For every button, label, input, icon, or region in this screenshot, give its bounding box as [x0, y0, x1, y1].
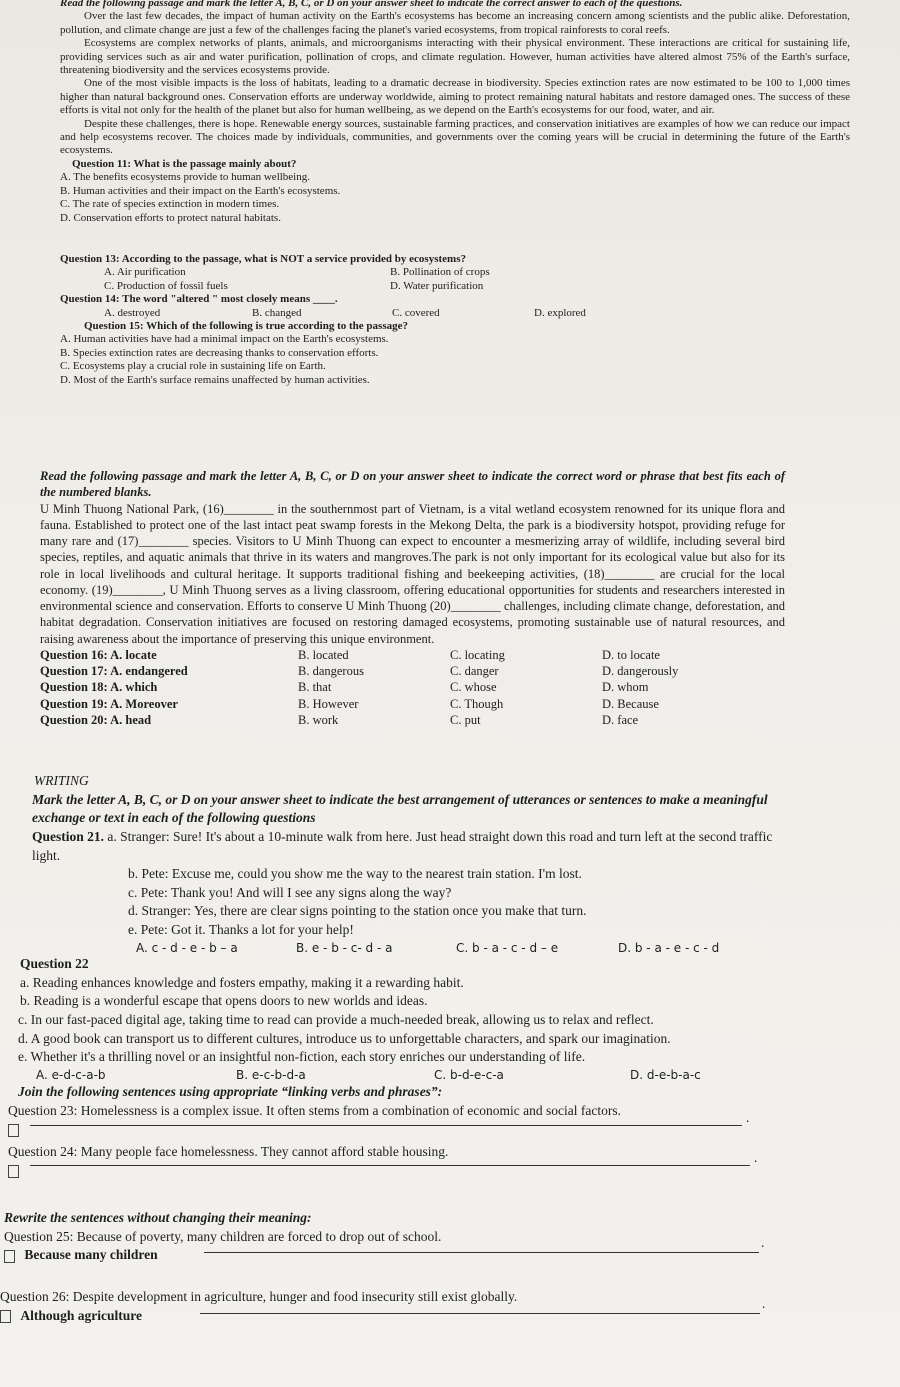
question-25-period: . — [761, 1235, 765, 1251]
question-14-option[interactable]: C. covered — [392, 306, 440, 319]
question-21-line: a. Stranger: Sure! It's about a 10-minute walk from here. Just head straight down this road and turn left at the second traffic light. — [32, 828, 773, 863]
question-21-option[interactable]: B. e - b - c- d - a — [296, 940, 393, 955]
cloze-option[interactable]: B. work — [298, 712, 339, 727]
question-21-line: c. Pete: Thank you! And will I see any signs along the way? — [128, 884, 452, 900]
question-22-line: d. A good book can transport us to different cultures, introduce us to unforgettable characters, and spark our imagination. — [18, 1030, 671, 1046]
join-title: Join the following sentences using appropriate “linking verbs and phrases”: — [18, 1084, 443, 1100]
writing-section-2 — [0, 955, 880, 1329]
cloze-option[interactable]: B. located — [298, 647, 349, 662]
question-15-option[interactable]: A. Human activities have had a minimal impact on the Earth's ecosystems. — [60, 333, 389, 346]
question-15-option[interactable]: C. Ecosystems play a crucial role in sustaining life on Earth. — [60, 360, 326, 373]
question-21-line: d. Stranger: Yes, there are clear signs pointing to the station once you make that turn. — [128, 903, 587, 919]
cloze-option[interactable]: C. Though — [450, 696, 504, 711]
question-24-period: . — [754, 1150, 758, 1166]
passage1-paragraph: Over the last few decades, the impact of human activity on the Earth's ecosystems has become an increasing concern among scientists and the public alike. Deforestation, pollution, and climate change are just a few of the challenges facing the planet's varied ecosystems, from tropical rainforests to coral reefs. — [60, 10, 850, 36]
question-22-line: c. In our fast-paced digital age, taking time to read can provide a much-needed break, allowing us to relax and reflect. — [18, 1011, 654, 1027]
question-14-option[interactable]: B. changed — [252, 306, 302, 319]
question-22-line: a. Reading enhances knowledge and fosters empathy, making it a rewarding habit. — [20, 974, 464, 990]
reading-section-1 — [60, 0, 850, 387]
cloze-instruction: Read the following passage and mark the letter A, B, C, or D on your answer sheet to indicate the correct word or phrase that best fits each of the numbered blanks. — [40, 469, 785, 500]
writing-section — [32, 772, 802, 956]
question-11-option[interactable]: B. Human activities and their impact on the Earth's ecosystems. — [60, 184, 341, 197]
question-24-answer-line[interactable] — [30, 1153, 750, 1166]
question-25-start: Because many children — [24, 1247, 158, 1263]
question-24: Question 24: Many people face homelessness. They cannot afford stable housing. — [8, 1143, 449, 1159]
question-13-option[interactable]: D. Water purification — [390, 279, 484, 292]
passage1-paragraph: Despite these challenges, there is hope. Renewable energy sources, sustainable farming practices, and conservation initiatives are examples of how we can reduce our impact and help ecosystems recover. The choices made by individuals, communities, and governments over the coming years will be crucial in determining the future of the Earth's ecosystems. — [60, 117, 850, 157]
question-26: Question 26: Despite development in agriculture, hunger and food insecurity still exist globally. — [0, 1289, 518, 1305]
question-15-stem: Question 15: Which of the following is true according to the passage? — [84, 319, 408, 332]
question-26-period: . — [762, 1296, 766, 1312]
question-11-stem: Question 11: What is the passage mainly about? — [72, 157, 297, 170]
checkbox-icon — [4, 1250, 15, 1263]
question-13-option[interactable]: B. Pollination of crops — [390, 266, 490, 279]
writing-instruction: Mark the letter A, B, C, or D on your answer sheet to indicate the best arrangement of utterances or sentences to make a meaningful exchange or text in each of the following questions — [32, 791, 768, 826]
cloze-option[interactable]: C. put — [450, 712, 481, 727]
question-21-line: e. Pete: Got it. Thanks a lot for your help! — [128, 922, 354, 937]
question-22-stem: Question 22 — [20, 956, 89, 971]
question-11-option[interactable]: A. The benefits ecosystems provide to human wellbeing. — [60, 171, 310, 184]
cloze-question-label[interactable]: Question 17: A. endangered — [40, 664, 188, 678]
question-23: Question 23: Homelessness is a complex issue. It often stems from a combination of economic and social factors. — [8, 1102, 621, 1118]
question-25-answer-line[interactable] — [204, 1240, 759, 1253]
cloze-option[interactable]: D. to locate — [602, 647, 660, 662]
question-22-option[interactable]: B. e-c-b-d-a — [236, 1067, 306, 1082]
question-25: Question 25: Because of poverty, many children are forced to drop out of school. — [4, 1228, 442, 1244]
writing-title: WRITING — [34, 773, 89, 788]
cloze-passage: U Minh Thuong National Park, (16)________ in the southernmost part of Vietnam, is a vital wetland ecosystem renowned for its unique flora and fauna. Established to protect one of the last intact peat swamp forests in the Mekong Delta, the park is a biodiversity hotspot, providing refuge for many rare and (17)________ species. Visitors to U Minh Thuong can expect to encounter a mesmerizing array of wildlife, including several bird species, reptiles, and aquatic animals that thrive in its waters and mangroves.The park is not only important for its ecological value but also for its role in local livelihoods and cultural heritage. It supports traditional fishing and beekeeping activities, (18)________ are crucial for the local economy. (19)________, U Minh Thuong serves as a living classroom, offering educational opportunities for students and researchers interested in environmental science and conservation. Efforts to conserve U Minh Thuong (20)________ challenges, including climate change, deforestation, and habitat degradation. Conservation initiatives are focused on restoring damaged ecosystems, promoting sustainable use of natural resources, and raising awareness about the importance of preserving this unique environment. — [40, 501, 785, 646]
cloze-option[interactable]: C. danger — [450, 664, 499, 678]
question-23-period: . — [746, 1109, 750, 1125]
cloze-section — [40, 468, 785, 728]
cloze-option[interactable]: B. that — [298, 680, 332, 695]
question-14-option[interactable]: A. destroyed — [104, 306, 161, 319]
question-22-option[interactable]: C. b-d-e-c-a — [434, 1067, 504, 1082]
cloze-options-grid — [40, 647, 785, 728]
question-21-option[interactable]: A. c - d - e - b – a — [136, 940, 238, 955]
cloze-question-label[interactable]: Question 18: A. which — [40, 680, 158, 695]
question-21-stem — [32, 828, 802, 865]
cloze-option[interactable]: C. whose — [450, 680, 497, 695]
cloze-option[interactable]: C. locating — [450, 647, 505, 662]
question-22-option[interactable]: A. e-d-c-a-b — [36, 1067, 106, 1082]
question-23-answer-line[interactable] — [30, 1113, 742, 1126]
checkbox-icon — [8, 1124, 19, 1137]
question-26-start: Although agriculture — [20, 1308, 143, 1324]
rewrite-title: Rewrite the sentences without changing their meaning: — [4, 1210, 312, 1226]
question-11-option[interactable]: C. The rate of species extinction in modern times. — [60, 198, 280, 211]
question-15-option[interactable]: B. Species extinction rates are decreasing thanks to conservation efforts. — [60, 346, 379, 359]
header-instruction: Read the following passage and mark the letter A, B, C, or D on your answer sheet to indicate the correct answer to each of the questions. — [60, 0, 683, 9]
cloze-option[interactable]: D. face — [602, 712, 639, 727]
question-15-option[interactable]: D. Most of the Earth's surface remains unaffected by human activities. — [60, 373, 370, 386]
cloze-question-label[interactable]: Question 16: A. locate — [40, 647, 157, 662]
question-14-option[interactable]: D. explored — [534, 306, 586, 319]
question-22-line: b. Reading is a wonderful escape that opens doors to new worlds and ideas. — [20, 993, 428, 1009]
checkbox-icon — [8, 1165, 19, 1178]
cloze-option[interactable]: B. dangerous — [298, 664, 364, 678]
question-22-option[interactable]: D. d-e-b-a-c — [630, 1067, 701, 1082]
question-13-stem: Question 13: According to the passage, what is NOT a service provided by ecosystems? — [60, 252, 466, 265]
question-14-stem: Question 14: The word "altered " most closely means ____. — [60, 293, 338, 306]
question-21-line: b. Pete: Excuse me, could you show me the way to the nearest train station. I'm lost. — [128, 866, 582, 882]
question-22-line: e. Whether it's a thrilling novel or an insightful non-fiction, each story enriches our understanding of life. — [18, 1049, 586, 1065]
question-13-option[interactable]: C. Production of fossil fuels — [104, 279, 228, 292]
cloze-option[interactable]: D. Because — [602, 696, 659, 711]
question-21-label: Question 21. — [32, 828, 105, 844]
cloze-question-label[interactable]: Question 19: A. Moreover — [40, 696, 178, 711]
question-21-option[interactable]: C. b - a - c - d – e — [456, 940, 559, 955]
cloze-question-label[interactable]: Question 20: A. head — [40, 712, 152, 727]
question-21-option[interactable]: D. b - a - e - c - d — [618, 940, 720, 955]
passage1-paragraph: One of the most visible impacts is the loss of habitats, leading to a dramatic decrease in biodiversity. Species extinction rates are now estimated to be 100 to 1,000 times higher than natural background ones. Conservation efforts are underway worldwide, aiming to protect remaining natural habitats and restore damaged ones. The success of these efforts is vital not only for the health of the planet but also for human wellbeing, as we depend on the Earth's ecosystems for our food, water, and air. — [60, 77, 850, 117]
question-26-answer-line[interactable] — [200, 1301, 760, 1314]
passage1-paragraph: Ecosystems are complex networks of plants, animals, and microorganisms interacting with their physical environment. These interactions are critical for sustaining life, providing services such as air and water purification, pollination of crops, and climate regulation. However, human activities have altered almost 75% of the Earth's surface, threatening biodiversity and the services ecosystems provide. — [60, 37, 850, 77]
question-13-option[interactable]: A. Air purification — [104, 266, 186, 279]
cloze-option[interactable]: D. whom — [602, 680, 649, 695]
checkbox-icon — [0, 1310, 11, 1323]
cloze-option[interactable]: B. However — [298, 696, 359, 711]
cloze-option[interactable]: D. dangerously — [602, 664, 679, 678]
question-11-option[interactable]: D. Conservation efforts to protect natural habitats. — [60, 211, 281, 224]
